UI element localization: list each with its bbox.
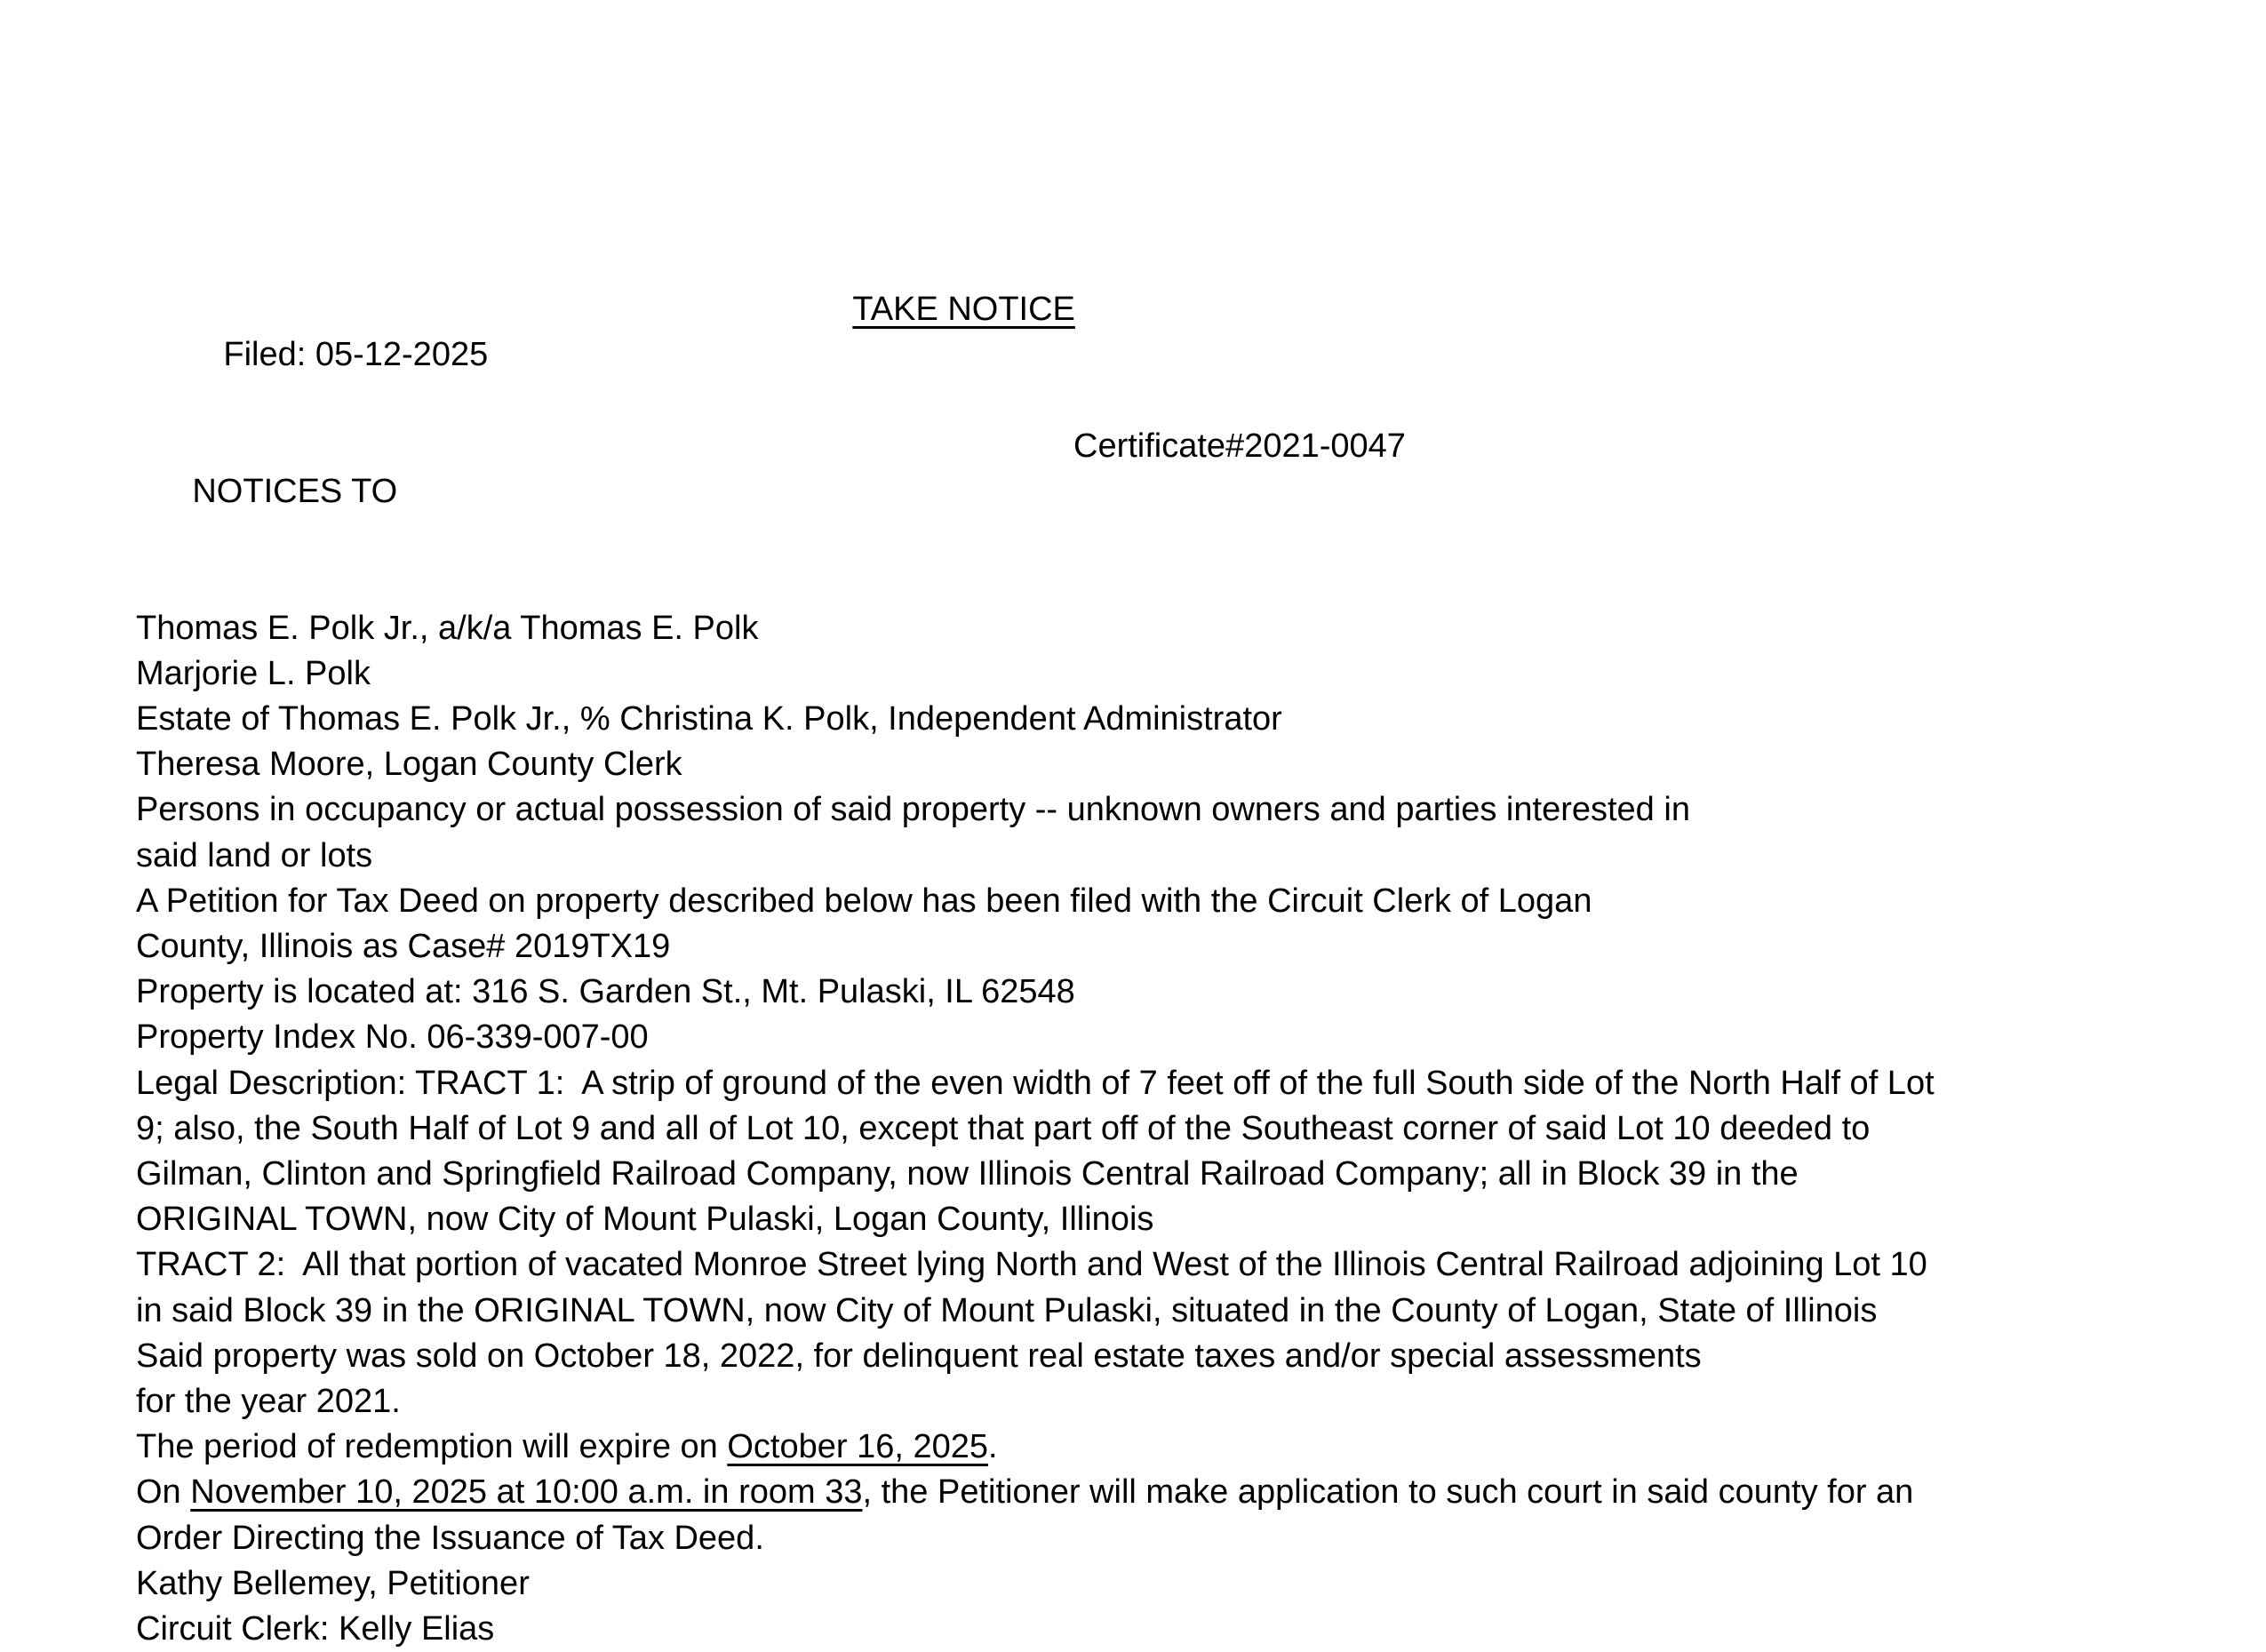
redemption-prefix: The period of redemption will expire on bbox=[136, 1428, 728, 1466]
filed-date: Filed: 05-12-2025 bbox=[223, 336, 489, 374]
legal-description-line: 9; also, the South Half of Lot 9 and all of Lot 10, except that part off of the Southeast corner of said Lot 10 deeded to bbox=[136, 1109, 1871, 1147]
redemption-line bbox=[136, 1425, 2233, 1470]
recipient-line: Persons in occupancy or actual possession of said property -- unknown owners and parties interested in bbox=[136, 791, 1690, 829]
hearing-line bbox=[136, 1470, 2233, 1515]
header-line bbox=[136, 242, 2233, 424]
legal-description-line: in said Block 39 in the ORIGINAL TOWN, now City of Mount Pulaski, situated in the County of Logan, State of Illinois bbox=[136, 1291, 1878, 1329]
recipient-line: Marjorie L. Polk bbox=[136, 654, 371, 692]
certificate-number: Certificate#2021-0047 bbox=[1073, 427, 1406, 465]
redemption-expiry-date: October 16, 2025 bbox=[727, 1428, 989, 1466]
hearing-date: November 10, 2025 at 10:00 a.m. in room 33 bbox=[190, 1473, 863, 1512]
hearing-prefix: On bbox=[136, 1473, 191, 1512]
notice-title: TAKE NOTICE bbox=[852, 291, 1075, 329]
legal-description-line: Gilman, Clinton and Springfield Railroad Company, now Illinois Central Railroad Company; all in Block 39 in the bbox=[136, 1155, 1799, 1193]
notices-to-label: NOTICES TO bbox=[192, 473, 398, 511]
circuit-clerk-line: Circuit Clerk: Kelly Elias bbox=[136, 1610, 495, 1648]
redemption-suffix: . bbox=[988, 1428, 998, 1466]
property-address-line: Property is located at: 316 S. Garden St., Mt. Pulaski, IL 62548 bbox=[136, 973, 1075, 1011]
recipient-line: said land or lots bbox=[136, 836, 373, 874]
tax-deed-notice bbox=[136, 242, 2233, 1652]
legal-description-line: ORIGINAL TOWN, now City of Mount Pulaski, Logan County, Illinois bbox=[136, 1201, 1154, 1239]
legal-description-line: TRACT 2: All that portion of vacated Monroe Street lying North and West of the Illinois Central Railroad adjoining Lot 10 bbox=[136, 1246, 1927, 1284]
property-index-line: Property Index No. 06-339-007-00 bbox=[136, 1018, 649, 1057]
petitioner-line: Kathy Bellemey, Petitioner bbox=[136, 1564, 530, 1602]
recipient-line: Thomas E. Polk Jr., a/k/a Thomas E. Polk bbox=[136, 609, 759, 647]
sale-date-line: Said property was sold on October 18, 2022, for delinquent real estate taxes and/or special assessments bbox=[136, 1337, 1702, 1375]
recipient-line: Theresa Moore, Logan County Clerk bbox=[136, 746, 682, 784]
hearing-order-line: Order Directing the Issuance of Tax Deed. bbox=[136, 1519, 764, 1557]
notices-to-line bbox=[136, 424, 2233, 606]
hearing-suffix: , the Petitioner will make application to such court in said county for an bbox=[862, 1473, 1914, 1512]
legal-description-line: Legal Description: TRACT 1: A strip of ground of the even width of 7 feet off of the full South side of the North Half of Lot bbox=[136, 1064, 1935, 1102]
petition-line: A Petition for Tax Deed on property described below has been filed with the Circuit Clerk of Logan bbox=[136, 882, 1592, 920]
tax-year-line: for the year 2021. bbox=[136, 1383, 401, 1421]
recipient-line: Estate of Thomas E. Polk Jr., % Christina K. Polk, Independent Administrator bbox=[136, 700, 1282, 738]
petition-line: County, Illinois as Case# 2019TX19 bbox=[136, 928, 671, 966]
